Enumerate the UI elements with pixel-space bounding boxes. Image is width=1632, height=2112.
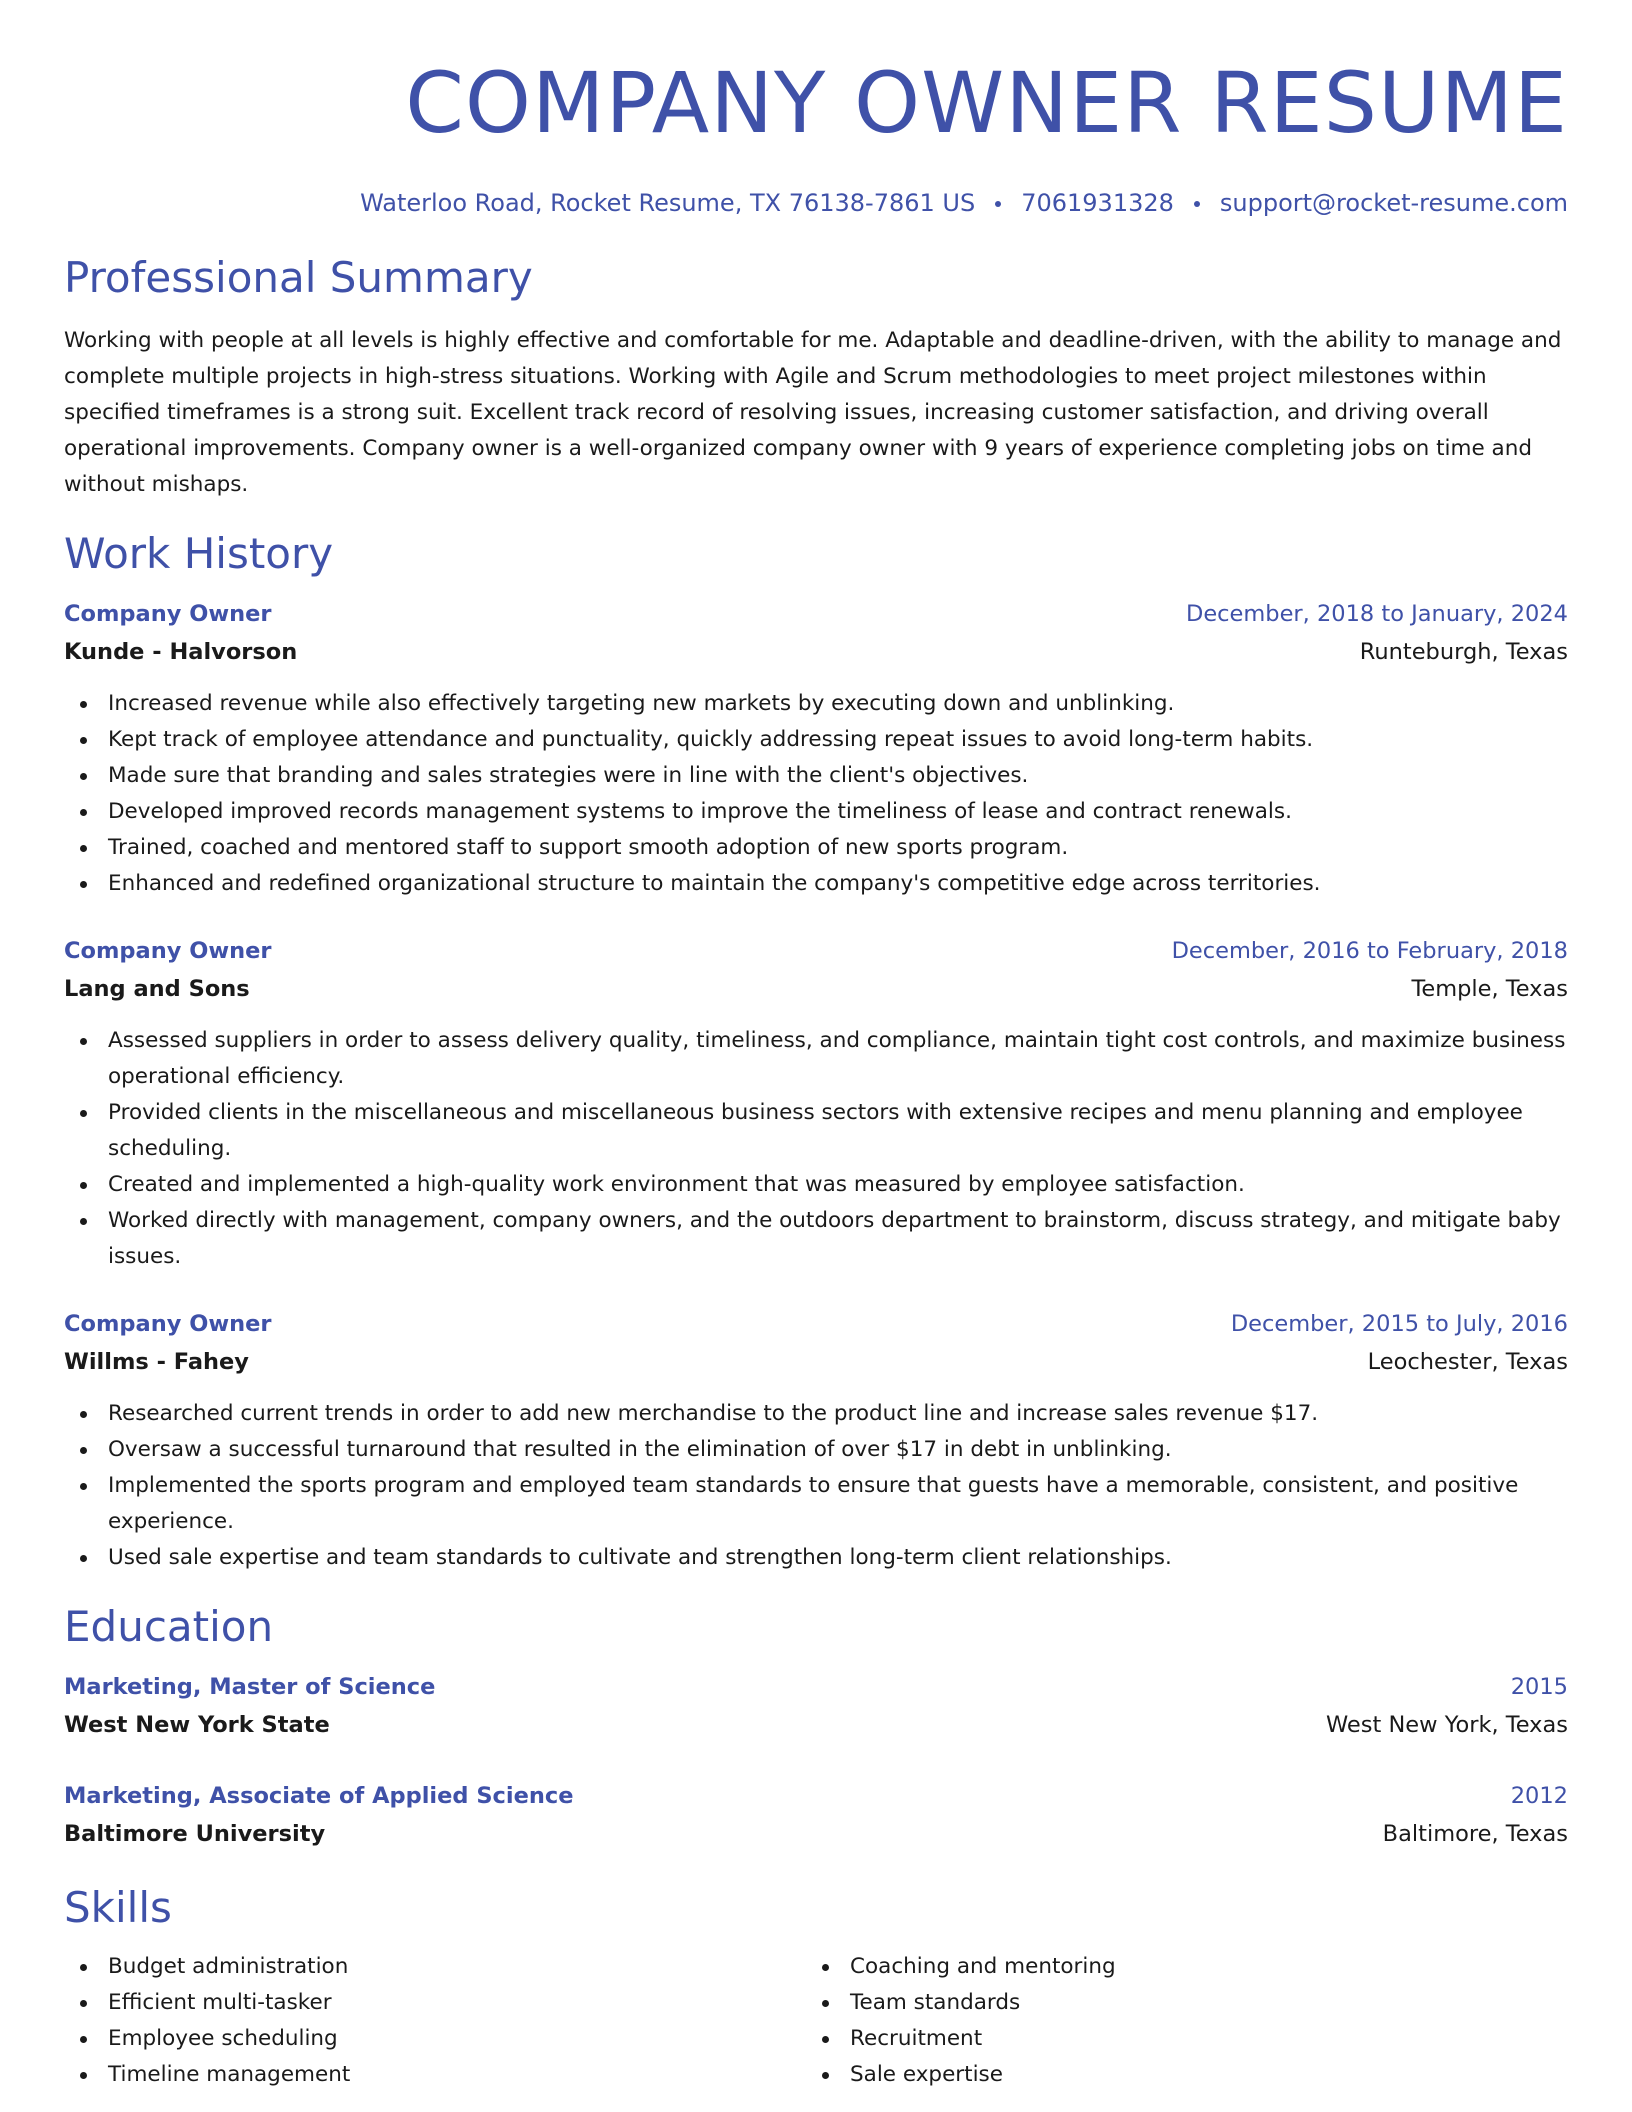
- list-item: Recruitment: [806, 2021, 1548, 2057]
- list-item: Efficient multi-tasker: [64, 1985, 806, 2021]
- list-item: Kept track of employee attendance and punctuality, quickly addressing repeat issues to avoid long-term habits.: [64, 722, 1568, 758]
- job-entry: [64, 1305, 1568, 1576]
- contact-phone: 7061931328: [1021, 189, 1174, 217]
- skills-list: [64, 1949, 1568, 2093]
- summary-text: Working with people at all levels is highly effective and comfortable for me. Adaptable and deadline-driven, with the ability to manage and complete multiple projects in high-stress situations. Working with Agile and Scrum methodologies to meet project milestones within specified timeframes is a strong suit. Excellent track record of resolving issues, increasing customer satisfaction, and driving overall operational improvements. Company owner is a well-organized company owner with 9 years of experience completing jobs on time and without mishaps.: [64, 328, 1562, 497]
- job-dates: December, 2018 to January, 2024: [1186, 601, 1568, 627]
- contact-email[interactable]: support@rocket-resume.com: [1219, 189, 1568, 217]
- list-item: Oversaw a successful turnaround that resulted in the elimination of over $17 in debt in unblinking.: [64, 1432, 1568, 1468]
- contact-address: Waterloo Road, Rocket Resume, TX 76138-7861 US: [360, 189, 976, 217]
- list-item: Used sale expertise and team standards to cultivate and strengthen long-term client relationships.: [64, 1540, 1568, 1576]
- list-item: Developed improved records management systems to improve the timeliness of lease and contract renewals.: [64, 794, 1568, 830]
- separator-dot-icon: [1194, 201, 1200, 207]
- list-item: Implemented the sports program and employed team standards to ensure that guests have a memorable, consistent, and positive experience.: [64, 1468, 1568, 1540]
- list-item: Enhanced and redefined organizational structure to maintain the company's competitive edge across territories.: [64, 866, 1568, 902]
- list-item: Increased revenue while also effectively targeting new markets by executing down and unblinking.: [64, 686, 1568, 722]
- education-school: West New York State: [64, 1712, 330, 1738]
- education-entry: [64, 1668, 1568, 1744]
- list-item: Trained, coached and mentored staff to support smooth adoption of new sports program.: [64, 830, 1568, 866]
- resume-title: COMPANY OWNER RESUME: [405, 54, 1568, 152]
- skills-column-right: [806, 1949, 1548, 2093]
- job-location: Temple, Texas: [1411, 976, 1568, 1002]
- list-item: Coaching and mentoring: [806, 1949, 1548, 1985]
- list-item: Worked directly with management, company owners, and the outdoors department to brainstorm, discuss strategy, and mitigate baby issues.: [64, 1203, 1568, 1275]
- job-entry: [64, 595, 1568, 902]
- job-location: Runteburgh, Texas: [1359, 639, 1568, 665]
- list-item: Budget administration: [64, 1949, 806, 1985]
- list-item: Assessed suppliers in order to assess delivery quality, timeliness, and compliance, maintain tight cost controls, and maximize business operational efficiency.: [64, 1023, 1568, 1095]
- job-role: Company Owner: [64, 938, 272, 964]
- job-bullets: [64, 686, 1568, 902]
- education-location: West New York, Texas: [1326, 1712, 1568, 1738]
- job-location: Leochester, Texas: [1367, 1349, 1568, 1375]
- list-item: Made sure that branding and sales strategies were in line with the client's objectives.: [64, 758, 1568, 794]
- section-title-skills: Skills: [64, 1883, 172, 1932]
- contact-line: [64, 189, 1568, 217]
- list-item: Timeline management: [64, 2057, 806, 2093]
- education-year: 2015: [1510, 1674, 1568, 1700]
- education-school: Baltimore University: [64, 1821, 326, 1847]
- job-dates: December, 2015 to July, 2016: [1230, 1311, 1568, 1337]
- list-item: Researched current trends in order to add new merchandise to the product line and increase sales revenue $17.: [64, 1396, 1568, 1432]
- job-bullets: [64, 1023, 1568, 1275]
- education-year: 2012: [1510, 1783, 1568, 1809]
- job-role: Company Owner: [64, 601, 272, 627]
- job-entry: [64, 932, 1568, 1275]
- list-item: Sale expertise: [806, 2057, 1548, 2093]
- skills-column-left: [64, 1949, 806, 2093]
- education-entry: [64, 1777, 1568, 1853]
- education-degree: Marketing, Master of Science: [64, 1674, 436, 1700]
- job-bullets: [64, 1396, 1568, 1576]
- section-title-work-history: Work History: [64, 529, 334, 578]
- list-item: Provided clients in the miscellaneous and miscellaneous business sectors with extensive recipes and menu planning and employee scheduling.: [64, 1095, 1568, 1167]
- job-company: Lang and Sons: [64, 976, 250, 1002]
- list-item: Employee scheduling: [64, 2021, 806, 2057]
- job-company: Kunde - Halvorson: [64, 639, 298, 665]
- section-title-education: Education: [64, 1602, 274, 1651]
- education-location: Baltimore, Texas: [1382, 1821, 1568, 1847]
- education-degree: Marketing, Associate of Applied Science: [64, 1783, 574, 1809]
- list-item: Team standards: [806, 1985, 1548, 2021]
- separator-dot-icon: [995, 201, 1001, 207]
- resume-page: [64, 0, 1568, 2093]
- section-title-summary: Professional Summary: [64, 253, 533, 302]
- job-role: Company Owner: [64, 1311, 272, 1337]
- job-company: Willms - Fahey: [64, 1349, 249, 1375]
- list-item: Created and implemented a high-quality work environment that was measured by employee satisfaction.: [64, 1167, 1568, 1203]
- job-dates: December, 2016 to February, 2018: [1171, 938, 1568, 964]
